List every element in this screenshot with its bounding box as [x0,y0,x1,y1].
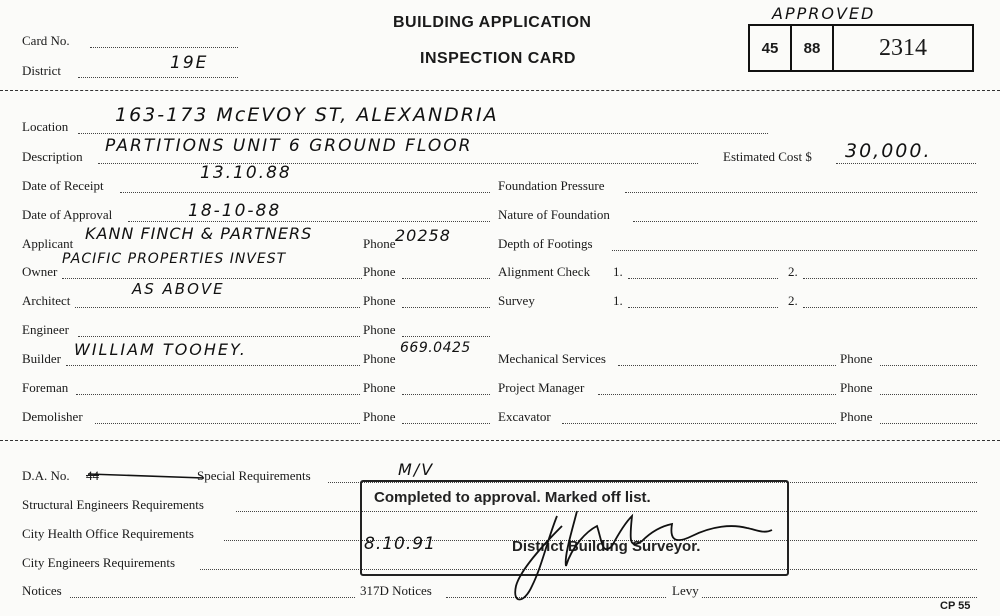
nature-foundation-line [633,221,977,222]
applicant-phone-value: 20258 [395,226,451,245]
mechanical-line [618,365,836,366]
da-no-label: D.A. No. [22,468,70,483]
location-line [78,133,768,134]
applicant-phone-label: Phone [363,236,396,251]
strike-line [86,468,206,482]
architect-phone-label: Phone [363,293,396,308]
description-label: Description [22,149,83,164]
foreman-line [76,394,360,395]
owner-label: Owner [22,264,58,279]
survey-1-label: 1. [613,293,623,308]
engineer-phone-line [402,336,490,337]
da-no-value: 44 [86,468,99,483]
project-manager-label: Project Manager [498,380,585,395]
location-label: Location [22,119,69,134]
excavator-phone-label: Phone [840,409,873,424]
levy-label: Levy [672,583,699,598]
stamp-line-2: District Building Surveyor. [512,538,701,555]
project-manager-phone-line [880,394,977,395]
health-label: City Health Office Requirements [22,526,194,541]
mechanical-phone-label: Phone [840,351,873,366]
demolisher-label: Demolisher [22,409,83,424]
card-no-line [90,47,238,48]
engineer-line [78,336,360,337]
alignment-2-line [803,278,977,279]
foundation-pressure-label: Foundation Pressure [498,178,605,193]
completion-stamp [360,480,789,576]
project-manager-phone-label: Phone [840,380,873,395]
date-receipt-line [120,192,490,193]
depth-footings-label: Depth of Footings [498,236,593,251]
mechanical-phone-line [880,365,977,366]
date-approval-value: 18-10-88 [188,201,282,221]
box-1: 45 [750,26,792,70]
survey-1-line [628,307,778,308]
alignment-1-line [628,278,778,279]
survey-label: Survey [498,293,535,308]
survey-2-line [803,307,977,308]
nature-foundation-label: Nature of Foundation [498,207,610,222]
form-code: CP 55 [940,600,971,612]
notices-line [70,597,355,598]
special-label: Special Requirements [197,468,311,483]
architect-phone-line [402,307,490,308]
alignment-label: Alignment Check [498,264,591,279]
applicant-label: Applicant [22,236,74,251]
demolisher-phone-label: Phone [363,409,396,424]
estimated-cost-label: Estimated Cost $ [723,149,812,164]
demolisher-line [95,423,360,424]
owner-phone-label: Phone [363,264,396,279]
excavator-phone-line [880,423,977,424]
architect-label: Architect [22,293,71,308]
city-eng-label: City Engineers Requirements [22,555,176,570]
notices-317-label: 317D Notices [360,583,432,598]
district-line [78,77,238,78]
special-value: M/V [398,460,435,479]
foreman-phone-line [402,394,490,395]
architect-value: AS ABOVE [132,280,225,298]
foreman-label: Foreman [22,380,69,395]
foreman-phone-label: Phone [363,380,396,395]
owner-value: PACIFIC PROPERTIES INVEST [62,251,287,267]
title-line-2: INSPECTION CARD [420,50,576,67]
applicant-value: KANN FINCH & PARTNERS [85,224,313,243]
depth-footings-line [612,250,977,251]
excavator-line [562,423,836,424]
card-no-label: Card No. [22,33,70,48]
requirements-divider [0,440,1000,441]
alignment-2-label: 2. [788,264,798,279]
reference-boxes [748,24,974,72]
district-label: District [22,63,61,78]
date-receipt-label: Date of Receipt [22,178,104,193]
builder-value: WILLIAM TOOHEY. [74,340,247,359]
approved-stamp: APPROVED [772,4,876,23]
notices-label: Notices [22,583,62,598]
box-2: 88 [792,26,834,70]
date-approval-line [128,221,490,222]
architect-line [75,307,360,308]
project-manager-line [598,394,836,395]
stamp-date: 8.10.91 [364,534,436,554]
header-divider [0,90,1000,91]
foundation-pressure-line [625,192,977,193]
builder-line [66,365,360,366]
district-value: 19E [170,53,209,73]
owner-line [62,278,362,279]
builder-phone-value: 669.0425 [400,340,471,356]
date-approval-label: Date of Approval [22,207,113,222]
signature-icon [502,486,792,616]
engineer-phone-label: Phone [363,322,396,337]
excavator-label: Excavator [498,409,551,424]
owner-phone-line [402,278,490,279]
description-line [98,163,698,164]
structural-label: Structural Engineers Requirements [22,497,204,512]
builder-phone-label: Phone [363,351,396,366]
title-line-1: BUILDING APPLICATION [393,14,592,31]
alignment-1-label: 1. [613,264,623,279]
signature-text: JWilliams [502,486,507,487]
survey-2-label: 2. [788,293,798,308]
builder-label: Builder [22,351,61,366]
estimated-cost-value: 30,000. [845,140,932,162]
estimated-cost-line [836,163,976,164]
location-value: 163-173 McEVOY ST, ALEXANDRIA [115,104,499,126]
engineer-label: Engineer [22,322,69,337]
box-3: 2314 [879,34,927,61]
stamp-line-1: Completed to approval. Marked off list. [374,489,651,506]
demolisher-phone-line [402,423,490,424]
date-receipt-value: 13.10.88 [200,163,292,183]
description-value: PARTITIONS UNIT 6 GROUND FLOOR [105,136,473,156]
mechanical-label: Mechanical Services [498,351,606,366]
